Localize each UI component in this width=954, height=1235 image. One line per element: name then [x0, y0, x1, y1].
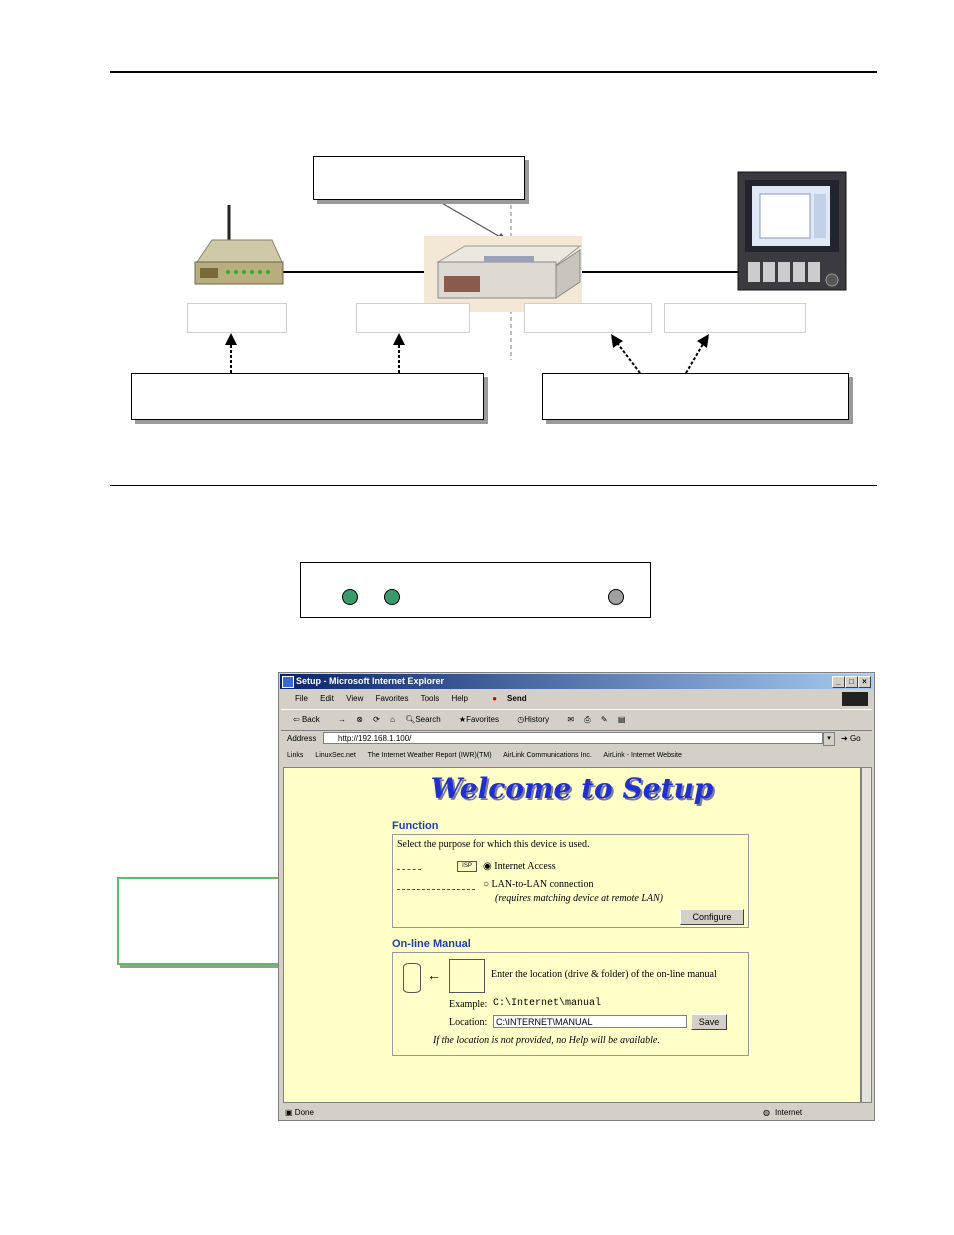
callout-box-top — [313, 156, 525, 200]
link-linuxsec[interactable]: LinuxSec.net — [315, 752, 356, 759]
links-bar — [281, 749, 872, 763]
example-value: C:\Internet\manual — [493, 998, 602, 1009]
link-weather-report[interactable]: The Internet Weather Report (IWR)(TM) — [367, 752, 492, 759]
example-label: Example: — [449, 999, 488, 1010]
menu-tools[interactable]: Tools — [420, 694, 440, 703]
middle-rule — [110, 485, 877, 486]
search-button[interactable]: 🔍︎Search — [405, 715, 441, 724]
label-box-router-left — [356, 303, 470, 333]
option-internet[interactable]: ◉ Internet Access — [483, 861, 556, 872]
back-button[interactable]: ⇦ Back — [293, 715, 320, 724]
callout-box-right — [542, 373, 849, 420]
print-icon[interactable]: ⎙ — [584, 715, 591, 724]
function-fieldset — [392, 834, 749, 928]
window-titlebar — [280, 674, 873, 689]
address-dropdown-icon[interactable]: ▾ — [823, 732, 835, 746]
save-button[interactable]: Save — [691, 1014, 727, 1030]
function-title: Function — [392, 820, 439, 832]
zone-text: Internet — [775, 1108, 803, 1117]
page-content — [283, 767, 861, 1103]
menu-view[interactable]: View — [346, 694, 364, 703]
callout-line — [440, 202, 502, 238]
links-label: Links — [287, 752, 304, 759]
maximize-button[interactable]: □ — [845, 676, 858, 688]
router-device-image — [424, 236, 582, 312]
go-button[interactable]: ➜ Go — [841, 734, 861, 743]
radio-internet-selected-icon[interactable]: ◉ — [483, 861, 492, 872]
internet-zone-icon: ◍ — [763, 1108, 770, 1117]
status-text: Done — [294, 1108, 314, 1117]
send-button[interactable]: ● Send — [492, 694, 527, 703]
favorites-button[interactable]: ★Favorites — [458, 715, 499, 724]
welcome-heading: Welcome to Setup — [430, 772, 714, 805]
label-box-modem — [187, 303, 287, 333]
option-lan[interactable]: ○ LAN-to-LAN connection — [483, 879, 594, 890]
menu-file[interactable]: File — [295, 694, 308, 703]
manual-title: On-line Manual — [392, 938, 471, 950]
location-input[interactable]: C:\INTERNET\MANUAL — [493, 1015, 687, 1028]
configure-button[interactable]: Configure — [680, 909, 744, 925]
minimize-button[interactable]: _ — [832, 676, 845, 688]
modem-device-image — [195, 205, 283, 284]
option-lan-note: (requires matching device at remote LAN) — [495, 893, 664, 904]
network-icon-1 — [397, 859, 421, 870]
label-box-router-right — [524, 303, 652, 333]
vertical-scrollbar[interactable] — [861, 767, 872, 1103]
ie-window — [278, 672, 875, 1121]
menu-help[interactable]: Help — [451, 694, 468, 703]
home-icon[interactable]: ⌂ — [390, 715, 395, 724]
book-icon — [449, 959, 485, 993]
led-green-1 — [342, 589, 358, 605]
arrow-left-icon: ← — [427, 967, 441, 983]
forward-button[interactable]: → — [337, 715, 346, 724]
mail-icon[interactable]: ✉ — [567, 715, 575, 724]
manual-prompt: Enter the location (drive & folder) of the on-line manual — [491, 969, 717, 980]
link-airlink-inc[interactable]: AirLink Communications Inc. — [503, 752, 592, 759]
menu-bar — [281, 691, 872, 707]
manual-fieldset — [392, 952, 749, 1056]
help-note: If the location is not provided, no Help will be available. — [433, 1035, 660, 1046]
network-icon-2 — [397, 879, 475, 890]
location-label: Location: — [449, 1017, 488, 1028]
address-label: Address — [287, 734, 317, 743]
edit-icon[interactable]: ✎ — [600, 715, 608, 724]
callout-box-left — [131, 373, 484, 420]
refresh-icon[interactable]: ⟳ — [373, 715, 380, 724]
drive-icon — [403, 963, 421, 993]
isp-label: ISP — [457, 861, 477, 872]
arrow-right-1 — [618, 344, 640, 373]
toolbar — [281, 709, 872, 731]
status-page-icon: ▣ — [285, 1108, 293, 1117]
function-prompt: Select the purpose for which this device is used. — [397, 839, 590, 850]
led-panel — [300, 562, 651, 618]
recorder-device-image — [738, 172, 846, 290]
ie-app-icon — [282, 676, 294, 688]
status-bar — [281, 1106, 872, 1119]
discuss-icon[interactable]: ▤ — [617, 715, 626, 724]
arrow-right-2 — [686, 344, 703, 373]
led-green-2 — [384, 589, 400, 605]
address-bar — [281, 731, 872, 747]
radio-lan-icon[interactable]: ○ — [483, 879, 490, 890]
address-input[interactable]: http://192.168.1.100/ — [323, 732, 823, 744]
send-icon: ● — [492, 694, 498, 703]
window-title: Setup - Microsoft Internet Explorer — [296, 676, 445, 686]
close-button[interactable]: × — [858, 676, 871, 688]
windows-logo-icon — [842, 692, 868, 706]
history-button[interactable]: ◷History — [517, 715, 550, 724]
link-airlink-website[interactable]: AirLink - Internet Website — [603, 752, 682, 759]
stop-icon[interactable]: ⊗ — [356, 715, 363, 724]
led-gray — [608, 589, 624, 605]
menu-edit[interactable]: Edit — [320, 694, 334, 703]
menu-favorites[interactable]: Favorites — [375, 694, 409, 703]
label-box-recorder — [664, 303, 806, 333]
